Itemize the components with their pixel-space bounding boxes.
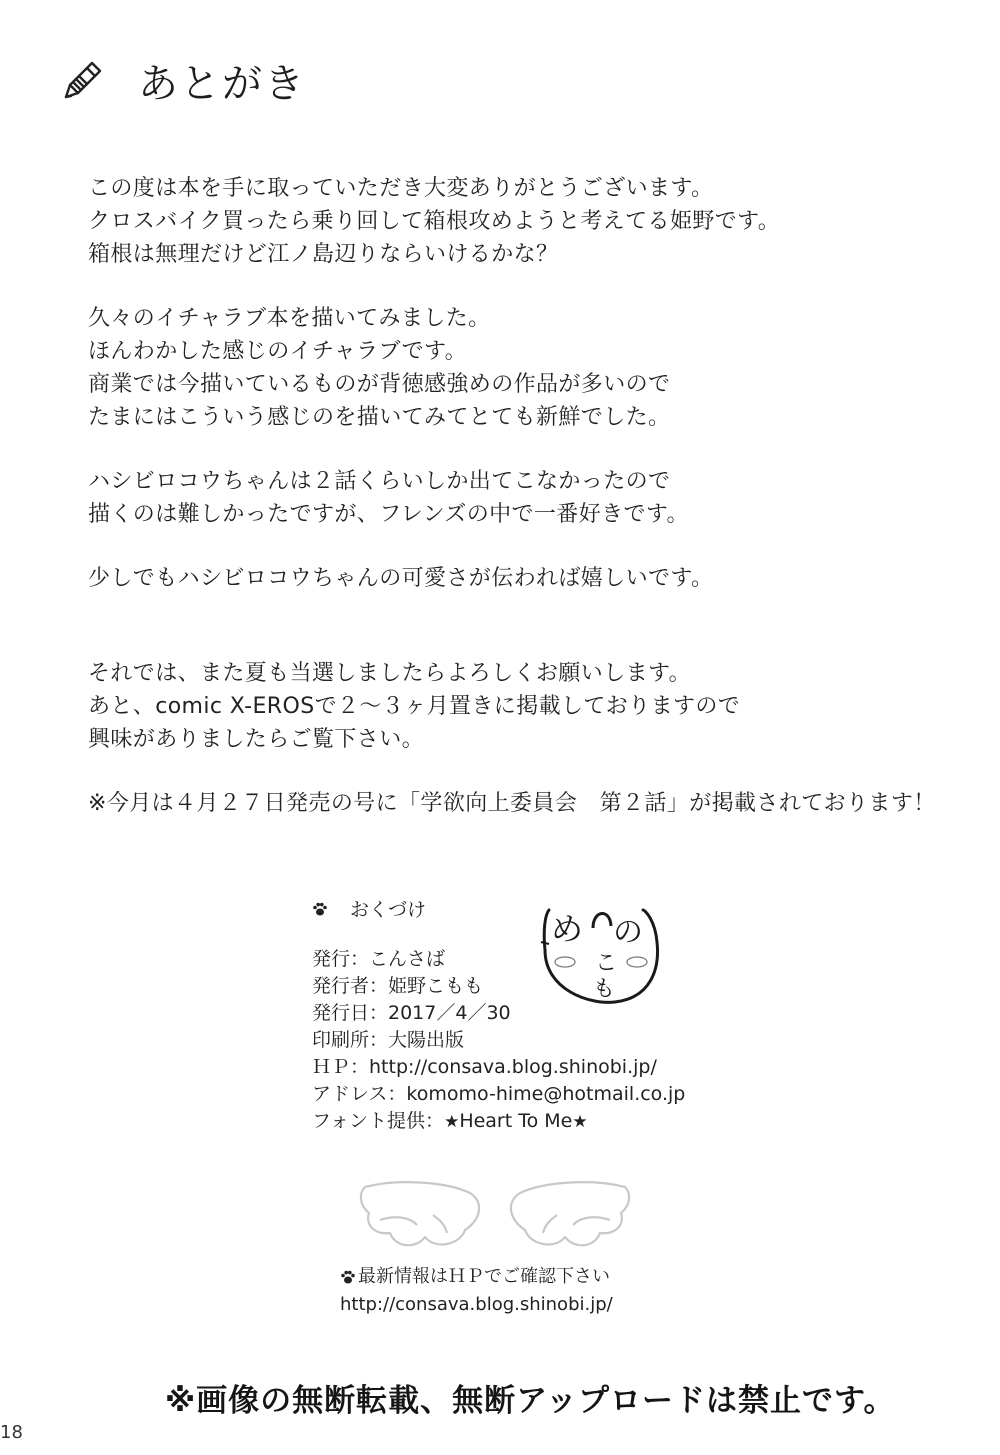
paw-icon (340, 1269, 356, 1285)
page-title: あとがき (138, 60, 306, 107)
wings-decoration (355, 1175, 635, 1255)
pencil-icon (58, 55, 108, 105)
paragraph (88, 302, 993, 434)
paragraph (88, 787, 993, 820)
text-line: ハシビロコウちゃんは２話くらいしか出てこなかったので (88, 469, 671, 494)
text-line: たまにはこういう感じのを描いてみてとても新鮮でした。 (88, 405, 671, 430)
paragraph (88, 657, 993, 756)
prohibition-notice: ※画像の無断転載、無断アップロードは禁止です。 (165, 1383, 896, 1419)
page-number: 18 (0, 1422, 23, 1443)
publish-date: 発行日：2017／4／30 (312, 1002, 511, 1024)
notice-url: http://consava.blog.shinobi.jp/ (340, 1294, 613, 1315)
text-line: ほんわかした感じのイチャラブです。 (88, 339, 468, 364)
author-stamp-illustration (535, 880, 665, 1010)
text-line: 少しでもハシビロコウちゃんの可愛さが伝われば嬉しいです。 (88, 566, 714, 591)
author: 発行者：姫野こもも (312, 975, 484, 997)
font-credit (312, 1108, 685, 1136)
text-line: クロスバイク買ったら乗り回して箱根攻めようと考えてる姫野です。 (88, 209, 781, 234)
paragraph (88, 172, 993, 271)
homepage-url: ＨＰ：http://consava.blog.shinobi.jp/ (312, 1056, 657, 1078)
text-line: 久々のイチャラブ本を描いてみました。 (88, 306, 491, 331)
colophon-heading-label: おくづけ (350, 899, 427, 921)
printer: 印刷所：大陽出版 (312, 1029, 465, 1051)
text-line: この度は本を手に取っていただき大変ありがとうございます。 (88, 176, 714, 201)
paw-icon (312, 901, 328, 917)
font-credit-label: フォント提供： (312, 1110, 445, 1132)
publisher: 発行：こんさば (312, 948, 446, 970)
stamp-char: こ (595, 951, 618, 976)
stamp-char: も (593, 977, 616, 1002)
star-icon: ★ (572, 1112, 588, 1132)
text-line: 興味がありましたらご覧下さい。 (88, 727, 425, 752)
announcement-line: ※今月は４月２７日発売の号に「学欲向上委員会 第２話」が掲載されております！ (88, 791, 936, 816)
text-line: 商業では今描いているものが背徳感強めの作品が多いので (88, 372, 671, 397)
email-address: アドレス：komomo-hime@hotmail.co.jp (312, 1083, 686, 1105)
update-notice-text: 最新情報はＨＰでご確認下さい (358, 1266, 610, 1287)
font-credit-name: Heart To Me (459, 1110, 573, 1132)
text-line: 箱根は無理だけど江ノ島辺りならいけるかな？ (88, 242, 559, 267)
afterword-body (88, 172, 993, 851)
stamp-char: め (551, 910, 584, 948)
text-line: 描くのは難しかったですが、フレンズの中で一番好きです。 (88, 502, 689, 527)
paragraph (88, 562, 993, 595)
afterword-header (58, 52, 306, 108)
star-icon: ★ (444, 1112, 460, 1132)
update-notice (340, 1263, 610, 1291)
text-line: それでは、また夏も当選しましたらよろしくお願いします。 (88, 661, 692, 686)
text-line: あと、comic X-EROSで２～３ヶ月置きに掲載しておりますので (88, 694, 741, 719)
paragraph (88, 465, 993, 531)
stamp-char: の (613, 915, 643, 950)
